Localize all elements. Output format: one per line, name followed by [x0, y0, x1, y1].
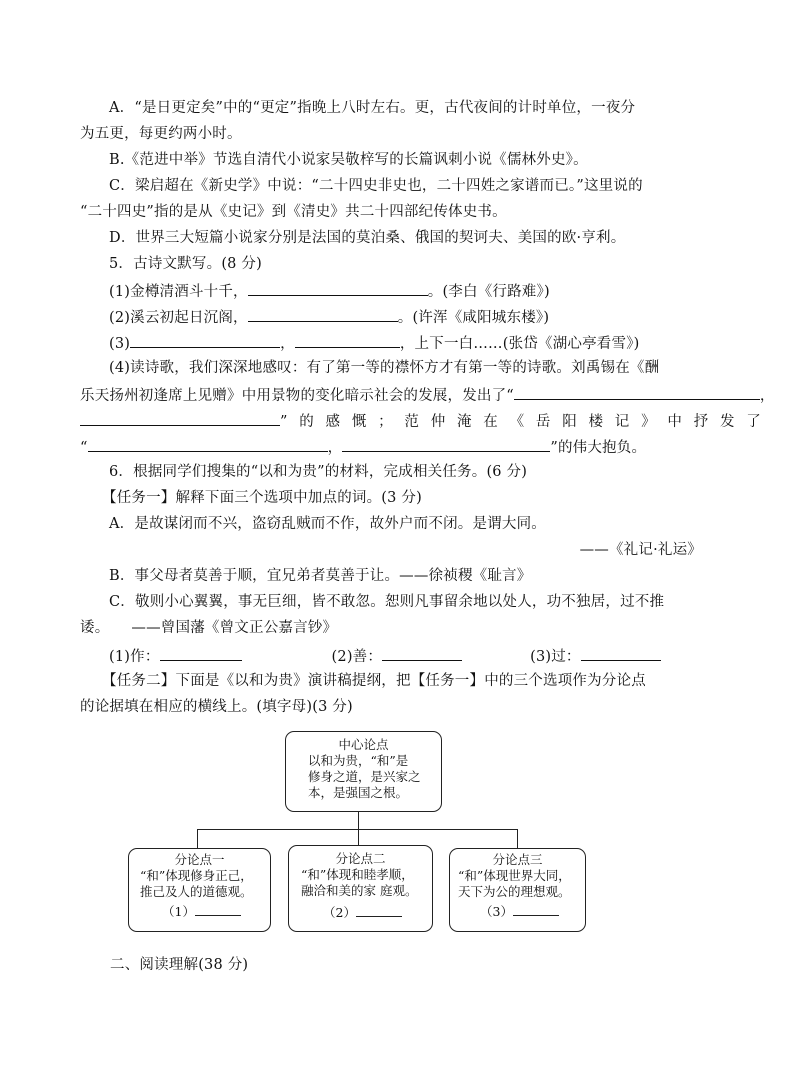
central-argument-title: 中心论点: [338, 737, 389, 752]
sub-argument-3-line1: “和”体现世界大同，: [458, 868, 571, 883]
connector-right: [517, 829, 518, 848]
q5-item-3-mid: ，: [280, 336, 295, 352]
q5-item-3: [109, 332, 712, 354]
q6-task2-line1: 【任务二】下面是《以和为贵》演讲稿提纲，把【任务一】中的三个选项作为分论点: [102, 673, 646, 689]
sub-argument-2-line1: “和”体现和睦孝顺，: [301, 867, 414, 882]
q5-item-4-line3: [80, 410, 773, 432]
connector-bar: [197, 829, 517, 830]
q6-word-3-label: (3)过：: [530, 649, 581, 665]
q5-item-4-line2-prefix: 乐天扬州初逢席上见赠》中用景物的变化暗示社会的发展，发出了“: [80, 388, 514, 404]
q5-item-1-blank[interactable]: [248, 280, 428, 296]
q6-option-c-line2-text: 诿。: [80, 620, 110, 636]
q6-word-1-label: (1)作：: [109, 649, 160, 665]
q4-option-c-line2: “二十四史”指的是从《史记》到《清史》共二十四部纪传体史书。: [80, 204, 507, 220]
q4-option-c-line1: C．梁启超在《新史学》中说：“二十四史非史也，二十四姓之家谱而已。”这里说的: [109, 178, 643, 194]
q6-word-1-blank[interactable]: [160, 645, 242, 661]
q5-item-4-blank-3[interactable]: [88, 436, 328, 452]
sub-argument-3-title: 分论点三: [492, 852, 543, 867]
sub-argument-3-answer: [458, 903, 581, 920]
sub-argument-1-answer: [140, 903, 266, 920]
q5-item-3-blank-1[interactable]: [130, 332, 280, 348]
sub-argument-1-line2: 推己及人的道德观。: [140, 884, 253, 899]
q6-option-c-line1: C．敬则小心翼翼，事无巨细，皆不敢忽。恕则凡事留余地以处人，功不独居，过不推: [109, 594, 665, 610]
q6-task2-line2: 的论据填在相应的横线上。(填字母)(3 分): [80, 699, 353, 715]
q5-item-4-line4-prefix: “: [80, 440, 88, 456]
central-argument-line3: 本，是强国之根。: [308, 785, 409, 800]
q5-title: 5．古诗文默写。(8 分): [109, 256, 262, 272]
q5-item-4-line2: [80, 384, 775, 406]
sub-argument-3-box: [449, 848, 586, 932]
section-2-heading: 二、阅读理解(38 分): [110, 957, 249, 973]
q5-item-2-suffix: 。(许浑《咸阳城东楼》): [397, 310, 550, 326]
sub-argument-3-answer-label: （3）: [480, 904, 513, 919]
q5-item-4-line1: (4)读诗歌，我们深深地感叹：有了第一等的襟怀方才有第一等的诗歌。刘禹锡在《酬: [109, 360, 660, 376]
sub-argument-1-answer-label: （1）: [162, 904, 195, 919]
connector-left: [197, 829, 198, 848]
q5-item-3-suffix: ，上下一白……(张岱《湖心亭看雪》): [399, 336, 640, 352]
q5-item-2-prefix: (2)溪云初起日沉阁，: [109, 310, 248, 326]
q5-item-4-blank-2[interactable]: [80, 410, 280, 426]
q5-item-4-blank-1[interactable]: [514, 384, 760, 400]
connector-trunk: [358, 812, 359, 848]
q6-option-c-line2: [80, 618, 712, 638]
q5-item-1-prefix: (1)金樽清酒斗十千，: [109, 284, 248, 300]
sub-argument-1-blank[interactable]: [195, 903, 241, 916]
q5-item-3-prefix: (3): [109, 336, 131, 352]
sub-argument-2-blank[interactable]: [356, 904, 402, 917]
q6-task1: 【任务一】解释下面三个选项中加点的词。(3 分): [102, 490, 422, 506]
central-argument-box: [285, 731, 442, 812]
q6-word-2-blank[interactable]: [382, 645, 462, 661]
sub-argument-1-title: 分论点一: [174, 852, 225, 867]
sub-argument-2-answer-label: （2）: [323, 905, 356, 920]
sub-argument-3-line2: 天下为公的理想观。: [458, 884, 571, 899]
q4-option-a-line1: A．“是日更定矣”中的“更定”指晚上八时左右。更，古代夜间的计时单位，一夜分: [109, 100, 636, 116]
q4-option-a-line2: 为五更，每更约两小时。: [80, 126, 242, 142]
q6-option-a-source: ——《礼记·礼运》: [579, 542, 702, 558]
q4-option-d: D．世界三大短篇小说家分别是法国的莫泊桑、俄国的契诃夫、美国的欧·亨利。: [109, 230, 626, 246]
sub-argument-1-box: [128, 848, 271, 932]
q5-item-3-blank-2[interactable]: [295, 332, 400, 348]
q5-item-4-line4-suffix: ”的伟大抱负。: [550, 440, 647, 456]
q5-item-1-suffix: 。(李白《行路难》): [427, 284, 550, 300]
sub-argument-2-line2: 融洽和美的家 庭观。: [301, 883, 418, 898]
central-argument-line1: 以和为贵，“和”是: [308, 753, 409, 768]
q6-word-3-blank[interactable]: [581, 645, 661, 661]
q5-item-2-blank[interactable]: [248, 306, 398, 322]
q6-word-2-label: (2)善：: [331, 649, 383, 665]
central-argument-line2: 修身之道，是兴家之: [308, 769, 421, 784]
sub-argument-1-line1: “和”体现修身正己，: [140, 868, 253, 883]
q5-item-1: [109, 280, 712, 302]
sub-argument-2-answer: [301, 904, 428, 921]
q6-option-b: B．事父母者莫善于顺，宜兄弟者莫善于让。——徐祯稷《耻言》: [109, 568, 532, 584]
q6-option-c-source: ——曾国藩《曾文正公嘉言钞》: [131, 620, 338, 636]
q5-item-4-line2-suffix: ，: [759, 388, 775, 404]
q6-title: 6．根据同学们搜集的“以和为贵”的材料，完成相关任务。(6 分): [109, 464, 528, 480]
sub-argument-3-blank[interactable]: [513, 903, 559, 916]
q6-option-a: A．是故谋闭而不兴，盗窃乱贼而不作，故外户而不闭。是谓大同。: [109, 516, 546, 532]
q6-word-row: [109, 645, 712, 667]
q5-item-4-line4: [80, 436, 712, 458]
sub-argument-2-title: 分论点二: [335, 851, 386, 866]
q4-option-b: B.《范进中举》节选自清代小说家吴敬梓写的长篇讽刺小说《儒林外史》。: [109, 152, 588, 168]
q5-item-4-line3-suffix: ”的感慨；范仲淹在《岳阳楼记》中抒发了: [280, 414, 773, 430]
q5-item-2: [109, 306, 712, 328]
q5-item-4-line4-mid: ，: [327, 440, 343, 456]
q5-item-4-blank-4[interactable]: [342, 436, 550, 452]
sub-argument-2-box: [288, 845, 433, 932]
